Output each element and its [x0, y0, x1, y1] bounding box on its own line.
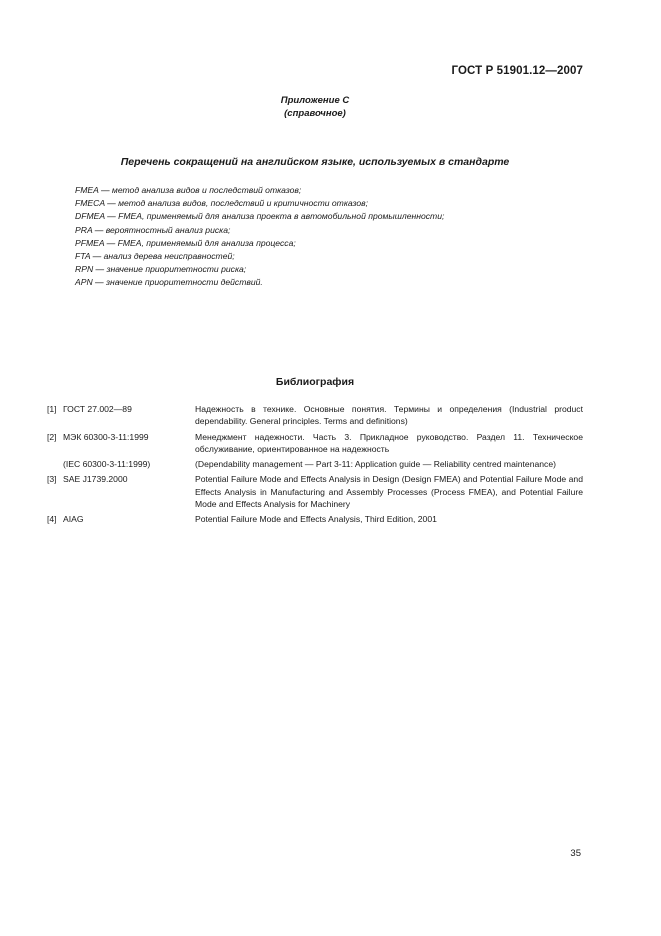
abbreviation-item: DFMEA — FMEA, применяемый для анализа проекта в автомобильной промышленности;: [75, 211, 445, 222]
page-number: 35: [570, 848, 581, 859]
abbreviation-item: FMEA — метод анализа видов и последствий отказов;: [75, 185, 302, 195]
entry-title: Надежность в технике. Основные понятия. Термины и определения (Industrial product dependability. General principles. Terms and definitions): [195, 404, 583, 427]
entry-number: [47, 458, 63, 470]
abbreviation-item: PFMEA — FMEA, применяемый для анализа процесса;: [75, 237, 296, 248]
bibliography-list: [47, 403, 583, 529]
entry-title: Менеджмент надежности. Часть 3. Прикладное руководство. Раздел 11. Техническое обслуживание, ориентированное на надежность: [195, 431, 583, 454]
abbreviation-item: FTA — анализ дерева неисправностей;: [75, 251, 235, 262]
entry-title: Potential Failure Mode and Effects Analysis, Third Edition, 2001: [195, 514, 437, 525]
abbreviations-list: [75, 184, 575, 290]
bibliography-heading: Библиография: [275, 376, 355, 388]
appendix-title: Приложение С: [280, 95, 350, 106]
abbreviation-item: APN — значение приоритетности действий.: [75, 277, 263, 288]
bibliography-entry: [47, 513, 583, 525]
entry-title: Potential Failure Mode and Effects Analysis in Design (Design FMEA) and Potential Failure Mode and Effects Analysis in Manufacturing and Assembly Processes (Process FMEA), and Potential Failure Mode and Effects Analysis for Machinery: [195, 474, 583, 510]
appendix-subtitle: (справочное): [284, 108, 346, 119]
abbreviations-heading: Перечень сокращений на английском языке, используемых в стандарте: [120, 156, 510, 168]
entry-source: МЭК 60300-3-11:1999: [63, 431, 149, 442]
entry-source: AIAG: [63, 514, 84, 525]
entry-source: ГОСТ 27.002—89: [63, 404, 132, 414]
entry-number: [2]: [47, 431, 57, 442]
entry-title: (Dependability management — Part 3-11: Application guide — Reliability centred maintenance): [195, 459, 556, 470]
appendix-heading: [0, 94, 630, 120]
bibliography-entry: [47, 403, 583, 428]
entry-number: [3]: [47, 474, 57, 485]
bibliography-entry: [47, 458, 583, 470]
entry-number: [4]: [47, 514, 57, 525]
abbreviation-item: PRA — вероятностный анализ риска;: [75, 224, 231, 235]
entry-number: [1]: [47, 404, 57, 414]
bibliography-entry: [47, 431, 583, 456]
bibliography-entry: [47, 473, 583, 510]
abbreviation-item: RPN — значение приоритетности риска;: [75, 264, 247, 275]
entry-source: SAE J1739.2000: [63, 474, 128, 485]
standard-code: ГОСТ Р 51901.12—2007: [451, 65, 583, 77]
entry-source: (IEC 60300-3-11:1999): [63, 459, 151, 470]
abbreviation-item: FMECA — метод анализа видов, последствий и критичности отказов;: [75, 198, 369, 209]
